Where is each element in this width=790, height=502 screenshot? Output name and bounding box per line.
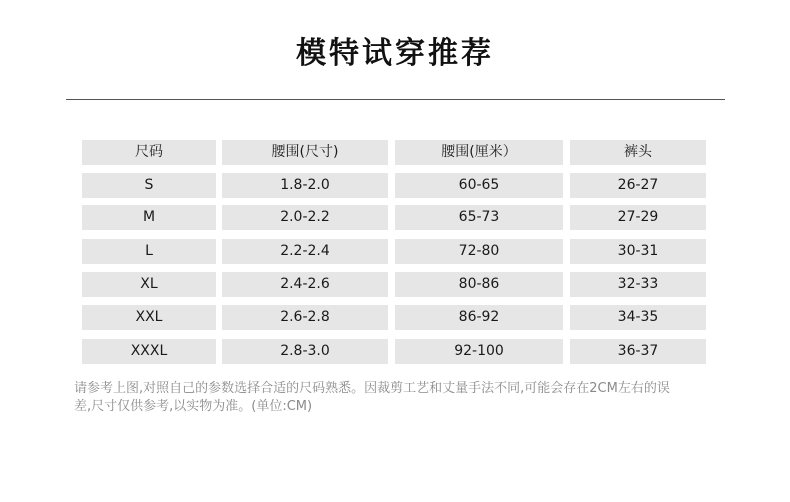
size-note-line-1: 请参考上图,对照自己的参数选择合适的尺码熟悉。因裁剪工艺和丈量手法不同,可能会存在2CM左右的误 [74,381,670,396]
cell-waistband: 34-35 [570,305,706,330]
cell-size: XXL [82,305,216,330]
cell-waist-cm: 86-92 [395,305,563,330]
cell-waistband: 36-37 [570,339,706,364]
cell-waist-chi: 2.4-2.6 [222,272,388,297]
cell-waist-chi: 2.0-2.2 [222,205,388,230]
cell-waist-chi: 2.8-3.0 [222,339,388,364]
cell-waist-cm: 60-65 [395,173,563,198]
cell-waist-cm: 65-73 [395,205,563,230]
size-note-line-2: 差,尺寸仅供参考,以实物为准。(单位:CM) [74,399,313,414]
cell-waist-chi: 2.2-2.4 [222,239,388,264]
cell-size: L [82,239,216,264]
size-note [74,380,724,416]
cell-waist-cm: 80-86 [395,272,563,297]
header-waist-chi: 腰围(尺寸) [222,140,388,165]
title-divider [66,99,725,100]
header-waist-cm: 腰围(厘米） [395,140,563,165]
cell-waist-cm: 72-80 [395,239,563,264]
cell-waistband: 27-29 [570,205,706,230]
header-waistband: 裤头 [570,140,706,165]
page-title: 模特试穿推荐 [296,36,494,71]
cell-waist-chi: 2.6-2.8 [222,305,388,330]
cell-size: XXXL [82,339,216,364]
cell-waistband: 30-31 [570,239,706,264]
cell-size: XL [82,272,216,297]
cell-waist-chi: 1.8-2.0 [222,173,388,198]
cell-size: S [82,173,216,198]
cell-waistband: 26-27 [570,173,706,198]
cell-waist-cm: 92-100 [395,339,563,364]
header-size: 尺码 [82,140,216,165]
cell-size: M [82,205,216,230]
cell-waistband: 32-33 [570,272,706,297]
